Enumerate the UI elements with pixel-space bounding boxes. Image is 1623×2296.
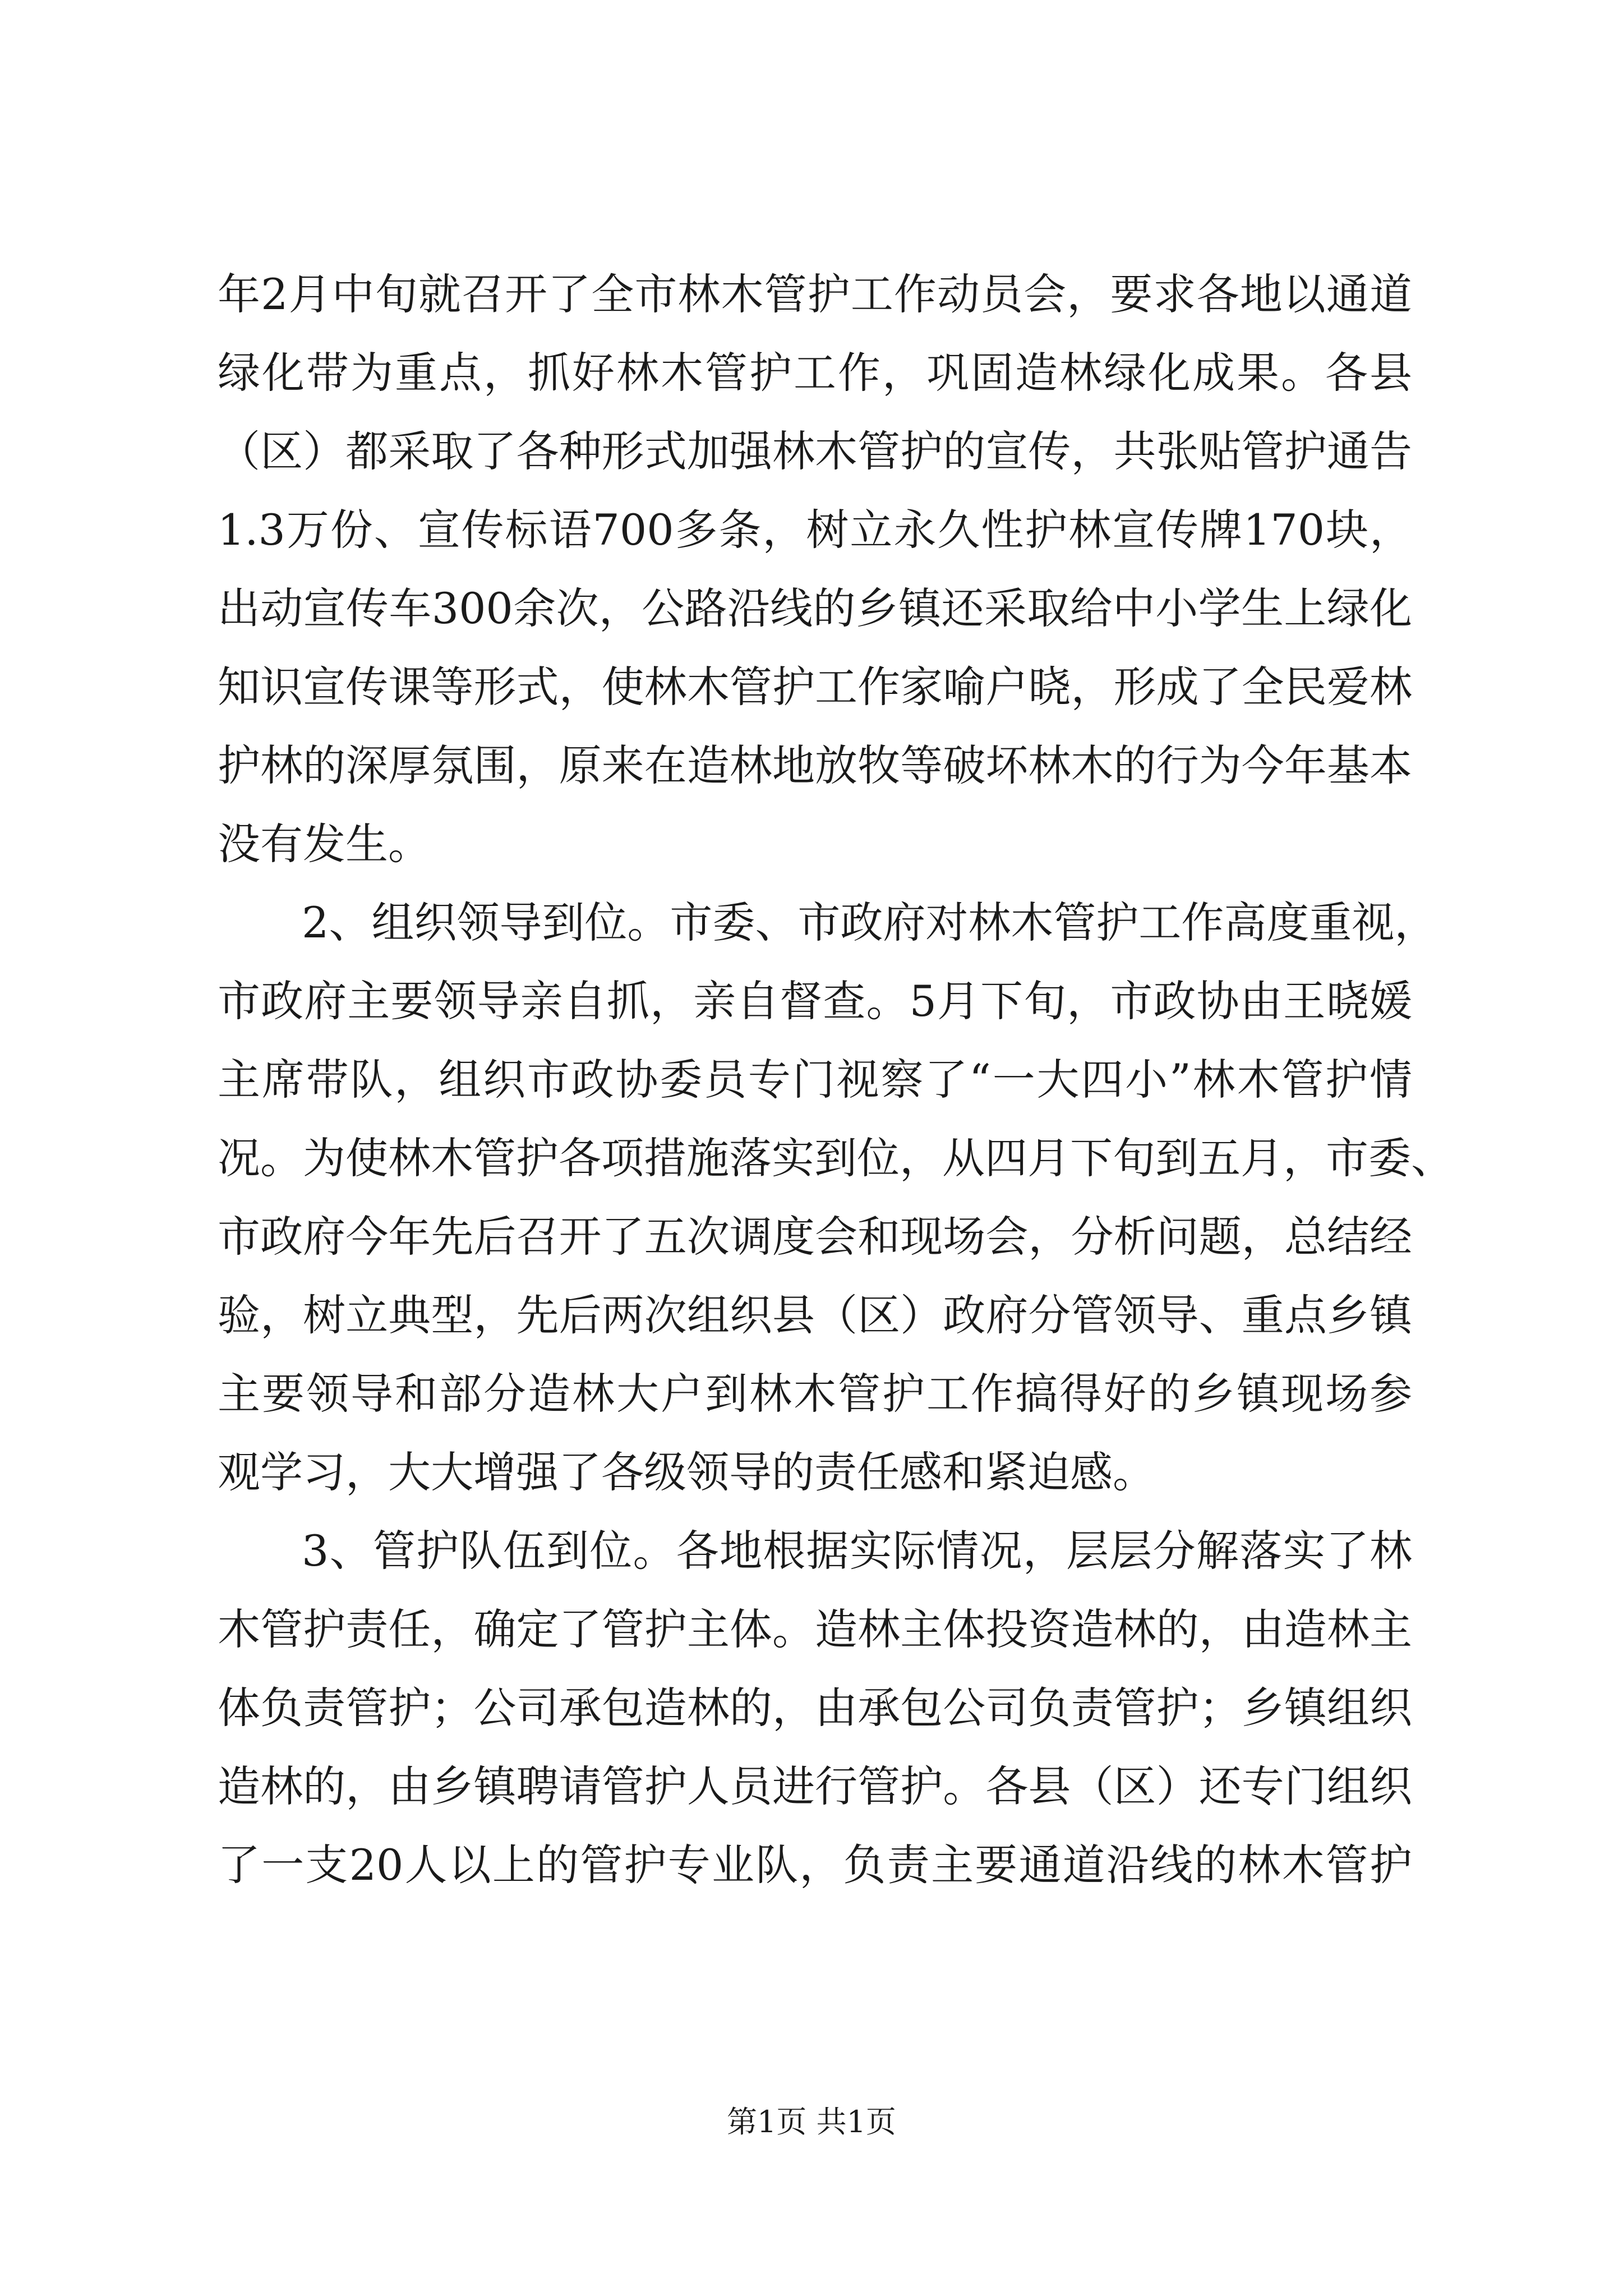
text-line: 主要领导和部分造林大户到林木管护工作搞得好的乡镇现场参 [218,1369,1412,1419]
text-line: 了一支20人以上的管护专业队，负责主要通道沿线的林木管护 [218,1840,1412,1890]
page-footer: 第1页 共1页 [727,2104,896,2139]
text-line: 3、管护队伍到位。各地根据实际情况，层层分解落实了林 [302,1526,1412,1576]
text-line: 出动宣传车300余次，公路沿线的乡镇还采取给中小学生上绿化 [218,583,1412,633]
document-body [218,255,1454,1904]
text-line: 市政府今年先后召开了五次调度会和现场会，分析问题，总结经 [218,1212,1412,1262]
text-line: 1.3万份、宣传标语700多条，树立永久性护林宣传牌170块， [218,505,1412,555]
text-line: 体负责管护；公司承包造林的，由承包公司负责管护；乡镇组织 [218,1683,1412,1733]
text-line: 绿化带为重点，抓好林木管护工作，巩固造林绿化成果。各县 [218,348,1412,398]
text-line: 木管护责任，确定了管护主体。造林主体投资造林的，由造林主 [218,1604,1412,1654]
text-line: 市政府主要领导亲自抓，亲自督查。5月下旬，市政协由王晓媛 [218,976,1412,1026]
text-line: 知识宣传课等形式，使林木管护工作家喻户晓，形成了全民爱林 [218,662,1412,712]
text-line: 护林的深厚氛围，原来在造林地放牧等破坏林木的行为今年基本 [218,740,1412,790]
text-line: 年2月中旬就召开了全市林木管护工作动员会，要求各地以通道 [218,269,1412,319]
text-line: 况。为使林木管护各项措施落实到位，从四月下旬到五月，市委、 [218,1133,1454,1183]
text-line: （区）都采取了各种形式加强林木管护的宣传，共张贴管护通告 [218,426,1412,476]
text-line: 观学习，大大增强了各级领导的责任感和紧迫感。 [218,1447,1155,1497]
text-line: 没有发生。 [218,819,431,869]
text-line: 2、组织领导到位。市委、市政府对林木管护工作高度重视， [302,898,1437,947]
text-line: 造林的，由乡镇聘请管护人员进行管护。各县（区）还专门组织 [218,1761,1412,1811]
text-line: 验，树立典型，先后两次组织县（区）政府分管领导、重点乡镇 [218,1290,1412,1340]
text-line: 主席带队，组织市政协委员专门视察了“一大四小”林木管护情 [218,1055,1412,1105]
